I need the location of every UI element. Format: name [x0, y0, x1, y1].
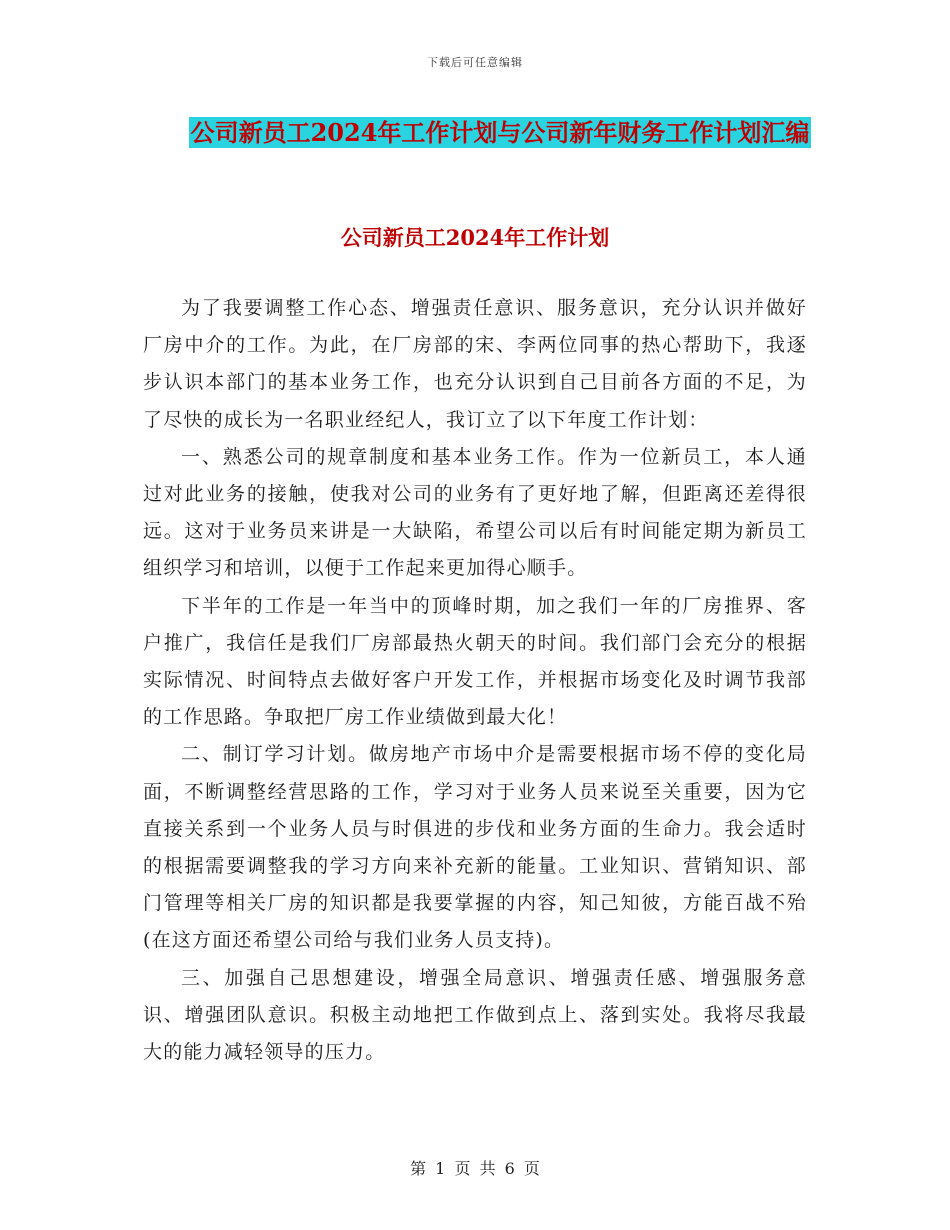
- header-note: 下载后可任意编辑: [427, 56, 523, 69]
- section-title: 公司新员工2024年工作计划: [340, 225, 610, 250]
- paragraph: 三、加强自己思想建设，增强全局意识、增强责任感、增强服务意识、增强团队意识。积极主动地把工作做到点上、落到实处。我将尽我最大的能力减轻领导的压力。: [143, 966, 807, 1064]
- main-title-text: 公司新员工2024年工作计划与公司新年财务工作计划汇编: [190, 118, 810, 147]
- paragraph: 二、制订学习计划。做房地产市场中介是需要根据市场不停的变化局面，不断调整经营思路的工作，学习对于业务人员来说至关重要，因为它直接关系到一个业务人员与时俱进的步伐和业务方面的生命力。我会适时的根据需要调整我的学习方向来补充新的能量。工业知识、营销知识、部门管理等相关厂房的知识都是我要掌握的内容，知己知彼，方能百战不殆(在这方面还希望公司给与我们业务人员支持)。: [143, 743, 807, 952]
- document-main-title: [140, 110, 860, 156]
- paragraph: 下半年的工作是一年当中的顶峰时期，加之我们一年的厂房推界、客户推广，我信任是我们厂房部最热火朝天的时间。我们部门会充分的根据实际情况、时间特点去做好客户开发工作，并根据市场变化及时调节我部的工作思路。争取把厂房工作业绩做到最大化！: [143, 594, 807, 729]
- paragraph: 为了我要调整工作心态、增强责任意识、服务意识，充分认识并做好厂房中介的工作。为此，在厂房部的宋、李两位同事的热心帮助下，我逐步认识本部门的基本业务工作，也充分认识到自己目前各方面的不足，为了尽快的成长为一名职业经纪人，我订立了以下年度工作计划：: [143, 297, 807, 431]
- document-body: [143, 290, 807, 1071]
- paragraph: 一、熟悉公司的规章制度和基本业务工作。作为一位新员工，本人通过对此业务的接触，使我对公司的业务有了更好地了解，但距离还差得很远。这对于业务员来讲是一大缺陷，希望公司以后有时间能定期为新员工组织学习和培训，以便于工作起来更加得心顺手。: [143, 445, 807, 580]
- page-footer: 第 1 页 共 6 页: [410, 1159, 540, 1178]
